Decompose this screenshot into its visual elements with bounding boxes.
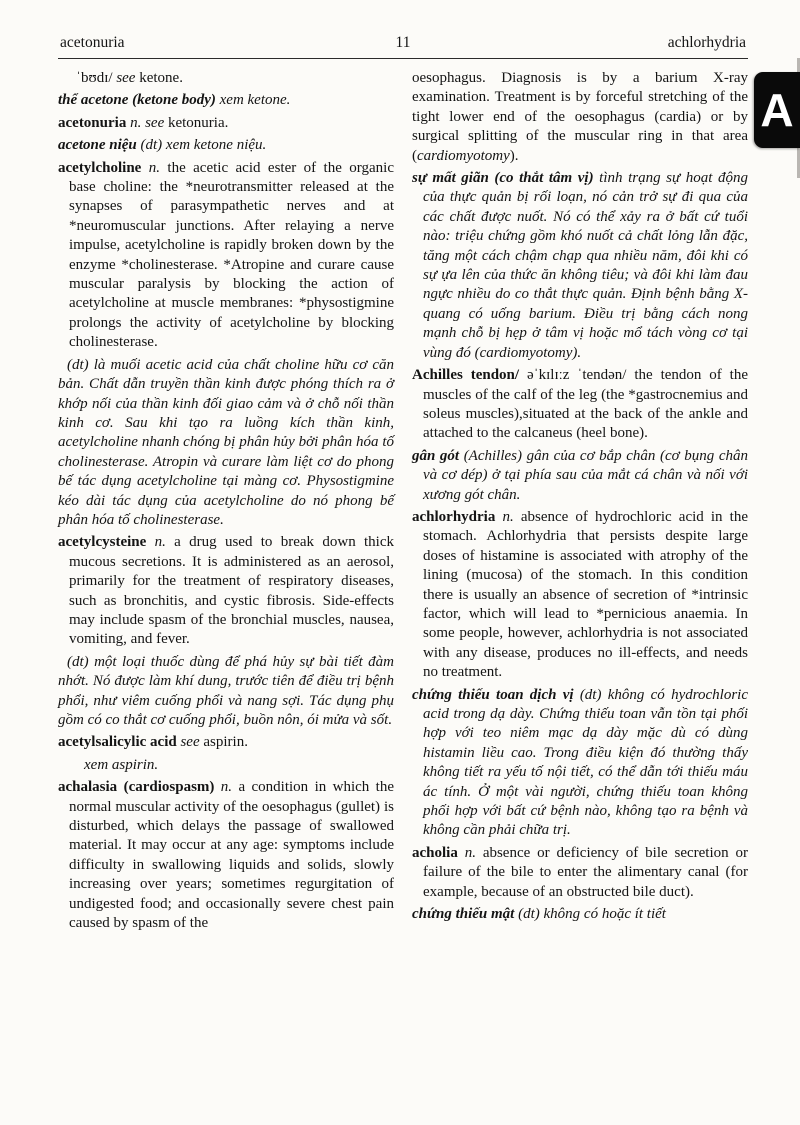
- header-guide-word-right: achlorhydria: [667, 34, 747, 51]
- entry-text-segment: acetylcysteine: [58, 534, 155, 551]
- entry-text-segment: chứng thiếu toan dịch vị: [412, 686, 580, 703]
- entry-text-segment: n.: [148, 159, 168, 176]
- entry-text-segment: ketonuria.: [164, 114, 229, 131]
- entry-text-segment: n.: [154, 534, 175, 551]
- entry-text-segment: acetylsalicylic acid: [58, 734, 181, 751]
- entry-text-segment: oesophagus. Diagnosis is by a barium X-ray examination. Treatment is by forceful stretching of the tight lower end of the oesophagus (cardia) or by surgical splitting of the muscular ring in that area (: [412, 70, 748, 164]
- header-guide-word-left: acetonuria: [60, 34, 125, 51]
- entry-text-segment: a drug used to break down thick mucous secretions. It is administered as an aerosol, primarily for the treatment of respiratory diseases, such as bronchitis, and cystic fibrosis. Side-effects may include spasm of the bronchial muscles, nausea, vomiting, and fever.: [69, 534, 394, 648]
- entry-acetonuria: [58, 114, 394, 133]
- entry-achlorhydria: [412, 508, 748, 683]
- entry-text-segment: (Achilles) gân của cơ bắp chân (cơ bụng chân và cơ dép) ở tại phía sau của mắt cá chân và nối với xương gót chân.: [423, 447, 748, 503]
- entry-text-segment: cardiomyotomy: [417, 147, 510, 164]
- entry-text-segment: gân gót: [412, 447, 464, 464]
- entry-acetylcysteine: [58, 533, 394, 649]
- entry-text-segment: chứng thiếu mật: [412, 906, 519, 923]
- entry-text-segment: see: [180, 734, 200, 751]
- entry-text-segment: the acetic acid ester of the organic base choline: the *neurotransmitter released at the synapses of parasympathetic nerves and at *neuromuscular junctions. After relaying a nerve impulse, acetylcholine is rapidly broken down by the enzyme *cholinesterase. *Atropine and curare cause muscular paralysis by blocking the action of acetylcholine at muscle membranes: *physostigmine prolongs the activity of acetylcholine by blocking cholinesterase.: [69, 159, 394, 351]
- entry-gan-got: [412, 447, 748, 505]
- entry-text-segment: (dt) một loại thuốc dùng để phá hủy sự bài tiết đàm nhớt. Nó được làm khí dung, trước tiên để điều trị bệnh phổi, như viêm cuống phổi và nang sợi. Tác dụng phụ gồm có co thắt cơ cuống phổi, buồn nôn, ói mửa và sốt.: [58, 653, 394, 728]
- entry-text-segment: aspirin.: [199, 734, 248, 751]
- entry-acetylcholine: [58, 159, 394, 353]
- entry-text-segment: sự mất giãn (co thắt tâm vị): [412, 170, 600, 187]
- entry-text-segment: thể acetone (ketone body): [58, 92, 220, 109]
- entry-chung-thieu-mat: [412, 905, 748, 924]
- entry-text-segment: see: [116, 70, 136, 86]
- page-header: [58, 34, 748, 58]
- entry-text-segment: n. see: [130, 114, 165, 131]
- entry-text-segment: n.: [220, 779, 239, 796]
- entry-achilles-tendon: [412, 366, 748, 444]
- thumb-tab-a: [754, 72, 800, 148]
- entry-text-segment: tình trạng sự hoạt động của thực quản bị rối loạn, nó cản trở sự đi qua của các chất được nuốt. Nó có thể xảy ra ở bất cứ tuổi nào: triệu chứng gồm khó nuốt cả chất lỏng lẫn đặc, tăng một cách chậm chạp qua nhiều năm, đôi khi có sự ựa lên của thức ăn không tiêu; và đôi khi làm đau ngực nhiều do co thắt thực quản. Định bệnh bằng X-quang có uống barium. Điều trị bằng cách nong mạnh chỗ bị hẹp ở tâm vị hoặc mổ tách vòng cơ tại vùng đó (cardiomyotomy).: [423, 170, 748, 361]
- entry-achalasia: [58, 778, 394, 933]
- entry-text-segment: n.: [502, 508, 521, 525]
- entry-acetylcholine-viet: [58, 356, 394, 531]
- entry-acetone-nieu: [58, 136, 394, 155]
- entry-acetone-continuation: [58, 69, 394, 88]
- entry-text-segment: a condition in which the normal muscular activity of the oesophagus (gullet) is disturbed, which delays the passage of swallowed material. It may occur at any age: symptoms include difficulty in swallowing liquids and solids, slowly increasing over years; sometimes regurgitation of undigested food; and occasionally severe chest pain caused by spasm of the: [69, 779, 395, 932]
- entry-acetylsalicylic-viet: [58, 756, 394, 775]
- page-number: 11: [395, 34, 411, 51]
- entry-acetylcysteine-viet: [58, 653, 394, 731]
- entry-text-segment: achlorhydria: [412, 508, 503, 525]
- entry-text-segment: absence of hydrochloric acid in the stomach. Achlorhydria that persists despite large doses of histamine is associated with atrophy of the lining (mucosa) of the stomach. In this condition there is usually an absence of secretion of *intrinsic factor, which will lead to *pernicious anaemia. In some people, however, achlorhydria is not associated with any disease, produces no ill-effects, and needs no treatment.: [423, 508, 748, 681]
- entry-text-segment: ˈbʊdɪ/: [76, 70, 117, 86]
- header-rule: [58, 58, 748, 59]
- entry-text-segment: ketone.: [135, 70, 183, 86]
- entry-chung-thieu-toan: [412, 686, 748, 841]
- entry-text-segment: achalasia (cardiospasm): [58, 779, 221, 796]
- right-column: [412, 69, 748, 936]
- entry-text-segment: absence or deficiency of bile secretion or failure of the bile to enter the alimentary canal (for example, because of an obstructed bile duct).: [423, 844, 748, 900]
- entry-text-segment: acholia: [412, 844, 465, 861]
- entry-achalasia-continuation: [412, 69, 748, 166]
- entry-su-mat-gian: [412, 169, 748, 363]
- entry-text-segment: (dt) không có hydrochloric acid trong dạ dày. Chứng thiếu toan vẫn tồn tại phối hợp với teo niêm mạc dạ dày mặc dù có dùng histamin liều cao. Trong điều kiện đó thường thấy không tiết ra yếu tố nội tiết, có thể dẫn tới thiếu máu ác tính. Ở một vài người, chứng thiếu toan không phối hợp với bất cứ bệnh nào, không tạo ra bệnh và không cần phải chữa trị.: [423, 686, 748, 839]
- text-columns: [58, 69, 748, 936]
- entry-text-segment: n.: [464, 844, 483, 861]
- entry-text-segment: (dt) là muối acetic acid của chất choline hữu cơ căn bản. Chất dẫn truyền thần kinh được phóng thích ra ở khớp nối của thần kinh đối giao cảm và ở chỗ nối thần kinh cơ. Sau khi tạo ra luồng kích thần kinh, acetylcholine nhanh chóng bị phân hủy bởi phân hóa tố cholinesterase. Atropin và curare làm liệt cơ do phong bế tác dụng acetylcholine tại màng cơ. Physostigmine kéo dài tác dụng của acetylcholine do nó phong bế phân hóa tố cholinesterase.: [58, 356, 394, 528]
- entry-text-segment: (dt) xem ketone niệu.: [140, 137, 267, 154]
- entry-the-acetone: [58, 91, 394, 110]
- entry-text-segment: xem ketone.: [219, 92, 291, 109]
- left-column: [58, 69, 394, 936]
- entry-text-segment: ).: [509, 147, 519, 164]
- entry-text-segment: əˈkɪlɪːz ˈtendən/ the tendon of the muscles of the calf of the leg (the *gastrocnemius and soleus muscles),situated at the back of the ankle and attached to the calcaneus (heel bone).: [423, 367, 748, 442]
- thumb-tab-letter: A: [760, 84, 794, 136]
- entry-text-segment: acetone niệu: [58, 137, 141, 154]
- entry-acetylsalicylic-acid: [58, 733, 394, 752]
- entry-text-segment: xem aspirin.: [84, 756, 159, 773]
- entry-text-segment: Achilles tendon/: [412, 367, 527, 384]
- entry-text-segment: acetylcholine: [58, 159, 149, 176]
- entry-text-segment: (dt) không có hoặc ít tiết: [518, 906, 666, 923]
- entry-text-segment: acetonuria: [58, 114, 131, 131]
- entry-acholia: [412, 844, 748, 902]
